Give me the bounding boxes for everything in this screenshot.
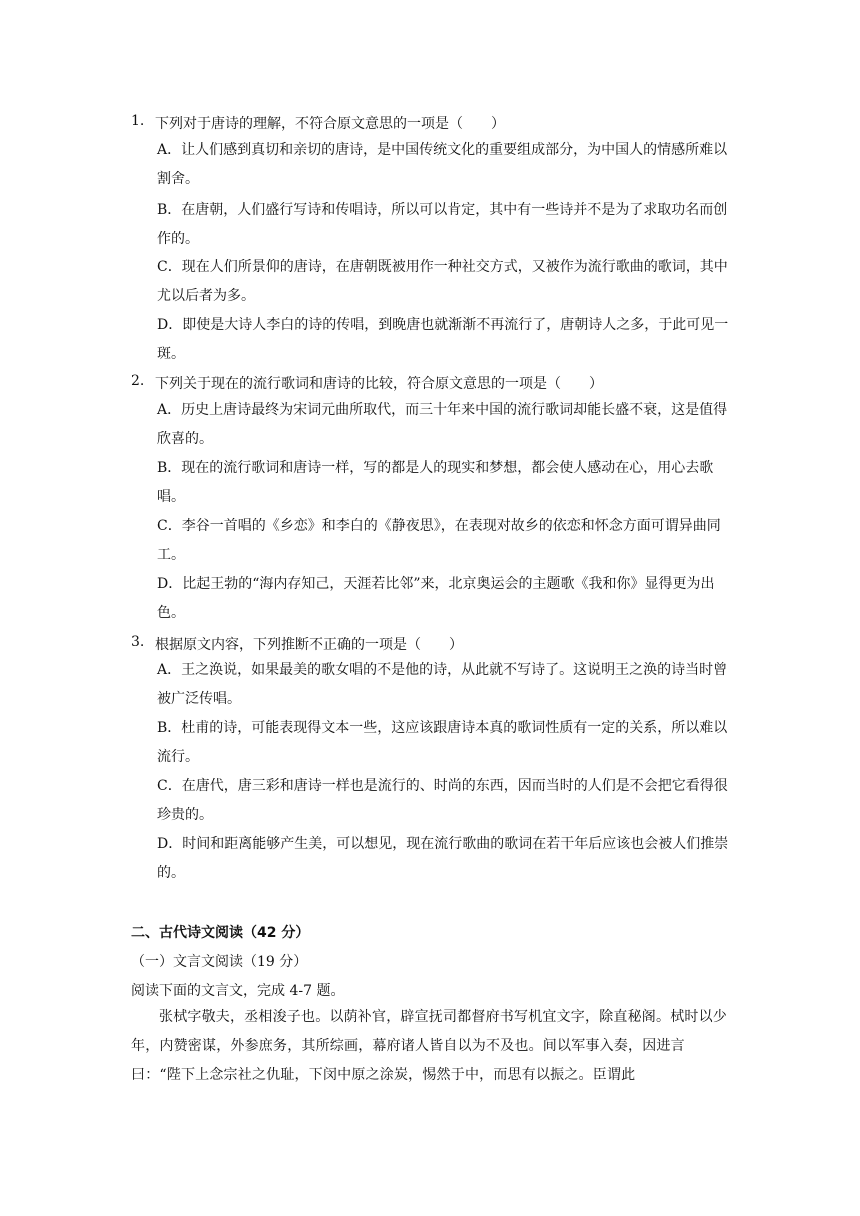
- section-heading: 二、古代诗文阅读（42 分）: [131, 925, 310, 941]
- question-2-option-c: C．李谷一首唱的《乡恋》和李白的《静夜思》，在表现对故乡的依恋和怀念方面可谓异曲同工。: [157, 518, 721, 563]
- question-3-option-b: B．杜甫的诗，可能表现得文本一些，这应该跟唐诗本真的歌词性质有一定的关系，所以难以流行。: [157, 720, 728, 765]
- question-2-option-d: D．比起王勃的“海内存知己，天涯若比邻”来，北京奥运会的主题歌《我和你》显得更为出色。: [157, 576, 715, 621]
- question-3-option-a: A．王之涣说，如果最美的歌女唱的不是他的诗，从此就不写诗了。这说明王之涣的诗当时曾被广泛传唱。: [157, 662, 728, 707]
- question-1-option-a: A．让人们感到真切和亲切的唐诗，是中国传统文化的重要组成部分，为中国人的情感所难以割舍。: [157, 142, 728, 187]
- question-2-option-b: B．现在的流行歌词和唐诗一样，写的都是人的现实和梦想，都会使人感动在心，用心去歌唱。: [157, 460, 714, 505]
- question-2-stem: 下列关于现在的流行歌词和唐诗的比较，符合原文意思的一项是（ ）: [155, 376, 603, 392]
- question-1-option-d: D．即使是大诗人李白的诗的传唱，到晚唐也就渐渐不再流行了，唐朝诗人之多，于此可见一斑。: [157, 317, 729, 362]
- question-1-number: 1.: [131, 113, 145, 129]
- question-3-number: 3.: [131, 634, 145, 650]
- question-1-option-b: B．在唐朝，人们盛行写诗和传唱诗，所以可以肯定，其中有一些诗并不是为了求取功名而创作的。: [157, 202, 728, 247]
- question-1-option-c: C．现在人们所景仰的唐诗，在唐朝既被用作一种社交方式，又被作为流行歌曲的歌词，其中尤以后者为多。: [157, 259, 728, 304]
- reading-instruction: 阅读下面的文言文，完成 4-7 题。: [131, 983, 345, 999]
- classical-passage: 张栻字敬夫，丞相浚子也。以荫补官，辟宣抚司都督府书写机宜文字，除直秘阁。栻时以少年，内赞密谋，外参庶务，其所综画，幕府诸人皆自以为不及也。间以军事入奏，因进言曰：“陛下上念宗社之仇耻，下闵中原之涂炭，惕然于中，而思有以振之。臣谓此: [131, 1009, 727, 1083]
- question-3-option-c: C．在唐代，唐三彩和唐诗一样也是流行的、时尚的东西，因而当时的人们是不会把它看得很珍贵的。: [157, 778, 728, 823]
- question-3-option-d: D．时间和距离能够产生美，可以想见，现在流行歌曲的歌词在若干年后应该也会被人们推崇的。: [157, 836, 729, 881]
- question-3-stem: 根据原文内容，下列推断不正确的一项是（ ）: [155, 637, 463, 653]
- question-1-stem: 下列对于唐诗的理解，不符合原文意思的一项是（ ）: [155, 116, 505, 132]
- sub-heading: （一）文言文阅读（19 分）: [131, 954, 308, 970]
- question-2-number: 2.: [131, 373, 145, 389]
- question-2-option-a: A．历史上唐诗最终为宋词元曲所取代，而三十年来中国的流行歌词却能长盛不衰，这是值得欣喜的。: [157, 402, 728, 447]
